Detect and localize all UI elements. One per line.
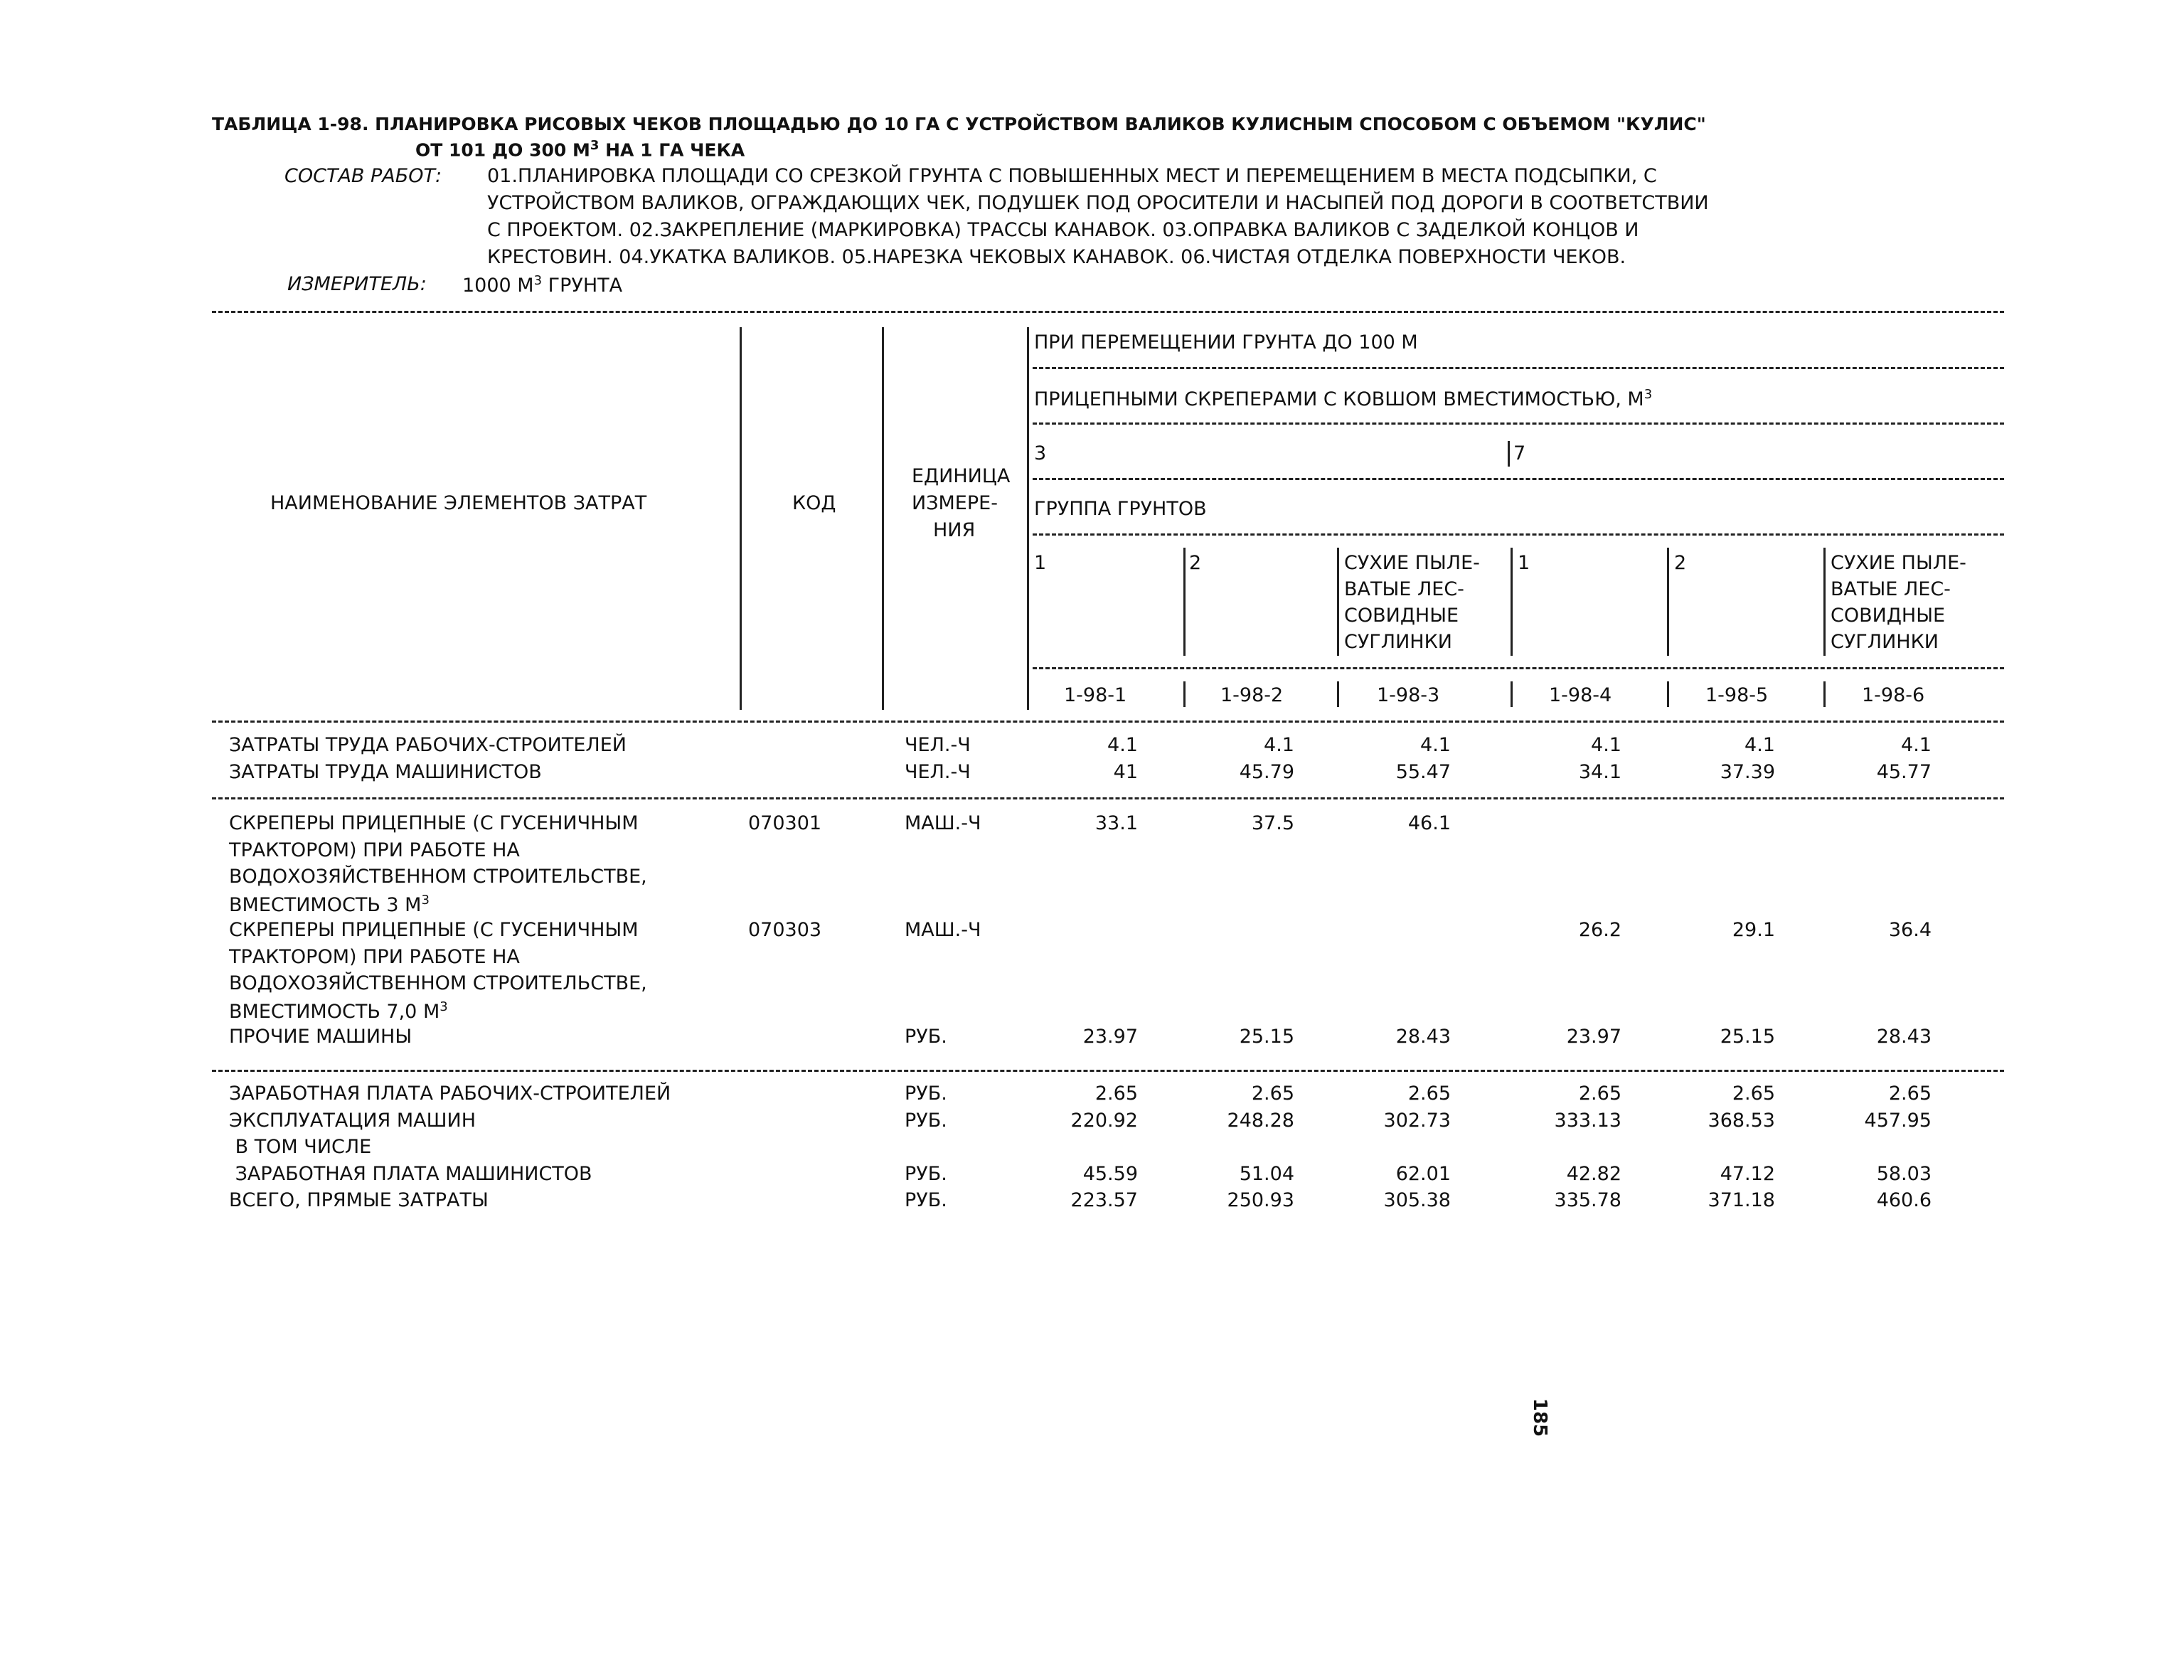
value-cell: 37.5 — [1251, 812, 1294, 834]
value-cell: 2.65 — [1578, 1083, 1621, 1105]
value-cell: 26.2 — [1578, 919, 1621, 941]
page-number: 185 — [1529, 1398, 1551, 1437]
meter-label: ИЗМЕРИТЕЛЬ: — [287, 273, 427, 295]
table-title-line1: ТАБЛИЦА 1-98. ПЛАНИРОВКА РИСОВЫХ ЧЕКОВ ПЛОЩАДЬЮ ДО 10 ГА С УСТРОЙСТВОМ ВАЛИКОВ КУЛИСНЫМ СПОСОБОМ С ОБЪЕМОМ "КУЛИС" — [212, 114, 1706, 134]
value-cell: 220.92 — [1070, 1109, 1138, 1132]
header-g3-line3: СОВИДНЫЕ — [1344, 605, 1459, 627]
row-name-line: ВМЕСТИМОСТЬ 7,0 $М^3$ — [229, 999, 448, 1023]
value-cell: 45.79 — [1239, 760, 1294, 783]
value-cell: 305.38 — [1383, 1189, 1451, 1211]
row-name: ЗАРАБОТНАЯ ПЛАТА РАБОЧИХ-СТРОИТЕЛЕЙ — [229, 1083, 671, 1105]
value-cell: 4.1 — [1744, 734, 1775, 756]
work-line-4: КРЕСТОВИН. 04.УКАТКА ВАЛИКОВ. 05.НАРЕЗКА ЧЕКОВЫХ КАНАВОК. 06.ЧИСТАЯ ОТДЕЛКА ПОВЕРХНОСТИ ЧЕКОВ. — [487, 246, 1626, 268]
row-unit: РУБ. — [905, 1189, 947, 1211]
value-cell: 2.65 — [1094, 1083, 1138, 1105]
row-unit: МАШ.-Ч — [905, 812, 981, 834]
header-code-3: 1-98-3 — [1377, 684, 1440, 706]
vbar-code-4 — [1511, 681, 1513, 707]
value-cell: 41 — [1113, 760, 1138, 783]
work-line-3: С ПРОЕКТОМ. 02.ЗАКРЕПЛЕНИЕ (МАРКИРОВКА) ТРАССЫ КАНАВОК. 03.ОПРАВКА ВАЛИКОВ С ЗАДЕЛКОЙ КОНЦОВ И — [487, 219, 1639, 241]
value-cell: 25.15 — [1239, 1026, 1294, 1048]
table-title-line2-text-b: НА 1 ГА ЧЕКА — [599, 139, 745, 161]
value-cell: 457.95 — [1864, 1109, 1932, 1132]
value-cell: 2.65 — [1732, 1083, 1775, 1105]
value-cell: 47.12 — [1720, 1162, 1775, 1185]
row-unit: РУБ. — [905, 1109, 947, 1132]
row-name-line: ВОДОХОЗЯЙСТВЕННОМ СТРОИТЕЛЬСТВЕ, — [229, 866, 647, 888]
header-soil-group: ГРУППА ГРУНТОВ — [1034, 498, 1207, 520]
unit-superscript: 3 — [421, 892, 430, 908]
value-cell: 4.1 — [1107, 734, 1138, 756]
row-name-line: ВМЕСТИМОСТЬ 3 $М^3$ — [229, 892, 430, 916]
rule-header-3 — [1033, 478, 2004, 480]
header-unit-line2: ИЗМЕРЕ- — [912, 492, 998, 514]
value-cell: 37.39 — [1720, 760, 1775, 783]
rule-header-4 — [1033, 533, 2004, 536]
row-name-line: ВОДОХОЗЯЙСТВЕННОМ СТРОИТЕЛЬСТВЕ, — [229, 972, 647, 994]
value-cell: 34.1 — [1578, 760, 1621, 783]
row-name-line: СКРЕПЕРЫ ПРИЦЕПНЫЕ (С ГУСЕНИЧНЫМ — [229, 812, 639, 834]
value-cell: 28.43 — [1876, 1026, 1932, 1048]
value-cell: 23.97 — [1566, 1026, 1621, 1048]
row-code: 070303 — [748, 919, 822, 941]
value-cell: 33.1 — [1094, 812, 1138, 834]
value-cell: 335.78 — [1554, 1189, 1621, 1211]
row-unit: ЧЕЛ.-Ч — [905, 734, 971, 756]
value-cell: 55.47 — [1395, 760, 1451, 783]
vbar-g5 — [1667, 548, 1669, 656]
header-cap3: 3 — [1034, 442, 1047, 464]
header-g6-line1: СУХИЕ ПЫЛЕ- — [1831, 552, 1966, 574]
value-cell: 58.03 — [1876, 1162, 1932, 1185]
header-g2: 2 — [1189, 552, 1202, 574]
row-name: ВСЕГО, ПРЯМЫЕ ЗАТРАТЫ — [229, 1189, 489, 1211]
rule-header-1 — [1033, 367, 2004, 369]
value-cell: 28.43 — [1395, 1026, 1451, 1048]
header-g6-line3: СОВИДНЫЕ — [1831, 605, 1946, 627]
value-cell: 460.6 — [1876, 1189, 1932, 1211]
row-unit: РУБ. — [905, 1083, 947, 1105]
header-g4: 1 — [1518, 552, 1530, 574]
header-scrapers-text: ПРИЦЕПНЫМИ СКРЕПЕРАМИ С КОВШОМ ВМЕСТИМОСТЬЮ, М — [1034, 388, 1644, 410]
rule-header-5 — [1033, 667, 2004, 669]
vbar-code-2 — [1183, 681, 1186, 707]
value-cell: 45.77 — [1876, 760, 1932, 783]
value-cell: 2.65 — [1407, 1083, 1451, 1105]
vbar-g6 — [1823, 548, 1826, 656]
header-code-2: 1-98-2 — [1220, 684, 1284, 706]
value-cell: 36.4 — [1888, 919, 1932, 941]
header-moving: ПРИ ПЕРЕМЕЩЕНИИ ГРУНТА ДО 100 М — [1034, 331, 1418, 353]
header-g1: 1 — [1034, 552, 1047, 574]
header-scrapers-sup: 3 — [1644, 387, 1653, 402]
value-cell: 4.1 — [1420, 734, 1451, 756]
header-code-5: 1-98-5 — [1705, 684, 1769, 706]
header-g6-line2: ВАТЫЕ ЛЕС- — [1831, 578, 1951, 600]
header-g3-line1: СУХИЕ ПЫЛЕ- — [1344, 552, 1480, 574]
value-cell: 4.1 — [1591, 734, 1621, 756]
value-cell: 302.73 — [1383, 1109, 1451, 1132]
row-name-line: ПРОЧИЕ МАШИНЫ — [229, 1026, 412, 1048]
vbar-code-3 — [1337, 681, 1339, 707]
header-g5: 2 — [1674, 552, 1687, 574]
vbar-g3 — [1337, 548, 1339, 656]
vbar-code-5 — [1667, 681, 1669, 707]
value-cell: 23.97 — [1082, 1026, 1138, 1048]
row-name-line: ТРАКТОРОМ) ПРИ РАБОТЕ НА — [229, 945, 520, 968]
meter-value-sup: 3 — [533, 273, 543, 288]
table-title-line2-sup: 3 — [590, 138, 600, 153]
table-title-line2 — [415, 138, 745, 160]
value-cell: 4.1 — [1901, 734, 1932, 756]
value-cell: 51.04 — [1239, 1162, 1294, 1185]
header-unit-line3: НИЯ — [933, 519, 976, 541]
row-name: ЗАТРАТЫ ТРУДА РАБОЧИХ-СТРОИТЕЛЕЙ — [229, 734, 627, 756]
header-code-4: 1-98-4 — [1549, 684, 1612, 706]
value-cell: 25.15 — [1720, 1026, 1775, 1048]
value-cell: 2.65 — [1888, 1083, 1932, 1105]
work-label: СОСТАВ РАБОТ: — [284, 165, 442, 187]
value-cell: 248.28 — [1227, 1109, 1294, 1132]
unit-superscript: 3 — [440, 999, 448, 1014]
header-code-col: КОД — [792, 492, 836, 514]
meter-value-text-b: ГРУНТА — [542, 275, 623, 297]
vbar-g2 — [1183, 548, 1186, 656]
rule-section-1 — [212, 797, 2004, 799]
row-code: 070301 — [748, 812, 822, 834]
row-unit: РУБ. — [905, 1026, 947, 1048]
row-unit: МАШ.-Ч — [905, 919, 981, 941]
value-cell: 333.13 — [1554, 1109, 1621, 1132]
row-name-line: ТРАКТОРОМ) ПРИ РАБОТЕ НА — [229, 839, 520, 861]
vbar-g4 — [1511, 548, 1513, 656]
header-scrapers — [1034, 387, 1652, 410]
meter-value-text: 1000 М — [462, 275, 534, 297]
header-unit-line1: ЕДИНИЦА — [912, 465, 1011, 487]
value-cell: 2.65 — [1251, 1083, 1294, 1105]
value-cell: 45.59 — [1082, 1162, 1138, 1185]
row-name: ЗАРАБОТНАЯ ПЛАТА МАШИНИСТОВ — [229, 1162, 592, 1185]
vbar-cap7 — [1508, 441, 1510, 467]
value-cell: 62.01 — [1395, 1162, 1451, 1185]
row-name: ЗАТРАТЫ ТРУДА МАШИНИСТОВ — [229, 760, 542, 783]
header-g3-line2: ВАТЫЕ ЛЕС- — [1344, 578, 1464, 600]
meter-value — [462, 273, 622, 297]
value-cell: 46.1 — [1407, 812, 1451, 834]
header-name-col: НАИМЕНОВАНИЕ ЭЛЕМЕНТОВ ЗАТРАТ — [270, 492, 647, 514]
value-cell: 368.53 — [1708, 1109, 1775, 1132]
rule-section-2 — [212, 1070, 2004, 1072]
row-unit: РУБ. — [905, 1162, 947, 1185]
work-line-1: 01.ПЛАНИРОВКА ПЛОЩАДИ СО СРЕЗКОЙ ГРУНТА С ПОВЫШЕННЫХ МЕСТ И ПЕРЕМЕЩЕНИЕМ В МЕСТА ПОДСЫПКИ, С — [487, 165, 1657, 187]
header-code-1: 1-98-1 — [1064, 684, 1127, 706]
value-cell: 29.1 — [1732, 919, 1775, 941]
vbar-name-code — [740, 327, 742, 710]
row-name: ЭКСПЛУАТАЦИЯ МАШИН — [229, 1109, 476, 1132]
rule-top — [212, 311, 2004, 313]
header-code-6: 1-98-6 — [1862, 684, 1925, 706]
header-g6-line4: СУГЛИНКИ — [1831, 631, 1939, 653]
vbar-code-unit — [882, 327, 884, 710]
value-cell: 250.93 — [1227, 1189, 1294, 1211]
rule-header-bottom — [212, 721, 2004, 723]
header-g3-line4: СУГЛИНКИ — [1344, 631, 1452, 653]
row-unit: ЧЕЛ.-Ч — [905, 760, 971, 783]
row-name-line: СКРЕПЕРЫ ПРИЦЕПНЫЕ (С ГУСЕНИЧНЫМ — [229, 919, 639, 941]
value-cell: 371.18 — [1708, 1189, 1775, 1211]
header-cap7: 7 — [1513, 442, 1526, 464]
value-cell: 223.57 — [1070, 1189, 1138, 1211]
rule-header-2 — [1033, 422, 2004, 425]
value-cell: 42.82 — [1566, 1162, 1621, 1185]
vbar-code-6 — [1823, 681, 1826, 707]
row-name: В ТОМ ЧИСЛЕ — [229, 1136, 372, 1158]
vbar-unit-data — [1027, 327, 1029, 710]
table-title-line2-text: ОТ 101 ДО 300 М — [415, 139, 590, 161]
value-cell: 4.1 — [1264, 734, 1294, 756]
work-line-2: УСТРОЙСТВОМ ВАЛИКОВ, ОГРАЖДАЮЩИХ ЧЕК, ПОДУШЕК ПОД ОРОСИТЕЛИ И НАСЫПЕЙ ПОД ДОРОГИ В СООТВЕТСТВИИ — [487, 192, 1709, 214]
